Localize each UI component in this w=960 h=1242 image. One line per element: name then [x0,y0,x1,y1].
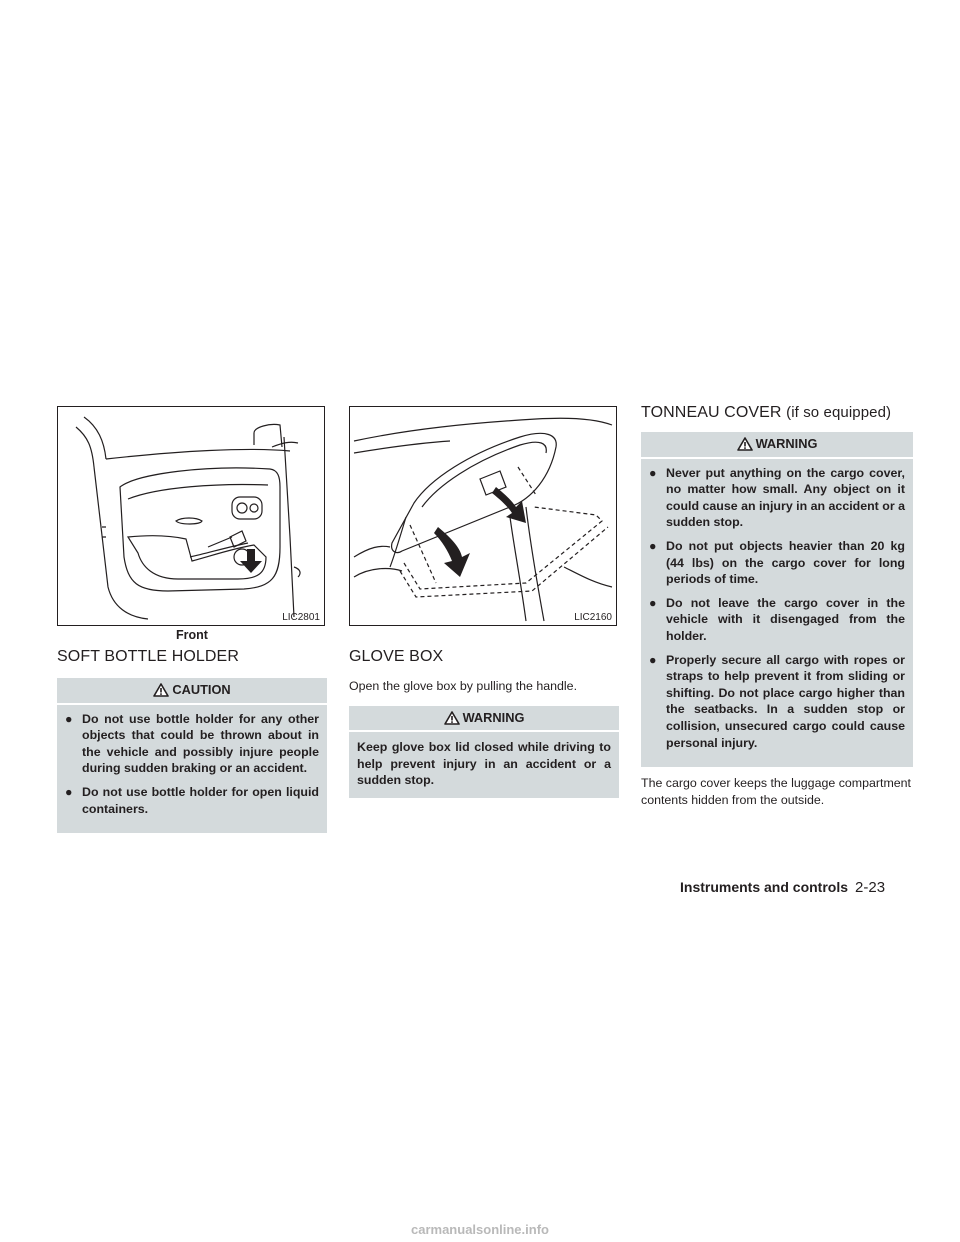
intro-paragraph: Open the glove box by pulling the handle. [349,679,578,693]
warning-triangle-icon [737,437,753,451]
caution-label: CAUTION [172,682,231,697]
column-glove-box [349,406,619,798]
section-heading [641,404,913,422]
list-item: ● Never put anything on the cargo cover, no matter how small. Any object on it could cause an injury in an accident or a sudden stop. [649,465,905,530]
warning-header [641,432,913,459]
list-item: ● Do not use bottle holder for any other objects that could be thrown about in the vehicle and possibly injure people during sudden braking or an accident. [65,711,319,776]
bullet-icon: ● [65,784,73,799]
figure-caption: Front [176,628,208,642]
list-item: ● Do not leave the cargo cover in the vehicle with it disengaged from the holder. [649,595,905,643]
page-number: 2-23 [855,879,886,896]
figure-caption-spacer [349,628,619,644]
warning-header [349,706,619,733]
bullet-icon: ● [649,465,657,480]
warning-label: WARNING [462,709,525,725]
bullet-icon: ● [649,538,657,553]
warning-triangle-icon [153,683,169,697]
door-bottle-holder-figure [57,406,325,626]
bullet-icon: ● [649,595,657,610]
warning-label: WARNING [755,436,818,451]
warning-text: Keep glove box lid closed while driving to help prevent injury in an accident or a sudden stop. [357,740,611,788]
warning-triangle-icon [444,711,460,725]
figure-code: LIC2160 [574,612,612,623]
caution-box [57,678,327,833]
warning-list [649,465,905,752]
heading-main: TONNEAU COVER [641,404,782,421]
list-item: ● Properly secure all cargo with ropes or straps to help prevent it from sliding or shifting. Do not place cargo higher than the seatbacks. In a sudden stop or collision, unsecured cargo could cause personal injury. [649,652,905,750]
warning-box [641,432,913,767]
bullet-icon: ● [65,711,73,726]
list-item: ● Do not use bottle holder for open liquid containers. [65,784,319,816]
glove-box-illustration [350,407,616,625]
footer-section-title: Instruments and controls [680,879,849,895]
body-paragraph: The cargo cover keeps the luggage compartment contents hidden from the outside. [641,776,911,807]
column-tonneau-cover [641,406,913,819]
heading-note: (if so equipped) [786,404,892,421]
page-footer [680,879,920,896]
list-item: ● Do not put objects heavier than 20 kg (44 lbs) on the cargo cover for long periods of time. [649,538,905,587]
caution-header [57,678,327,705]
section-heading: GLOVE BOX [349,648,444,665]
caution-list [65,711,319,818]
figure-code: LIC2801 [282,612,320,623]
warning-box [349,706,619,798]
column-soft-bottle-holder [57,406,327,833]
watermark: carmanualsonline.info [411,1222,549,1237]
glove-box-figure [349,406,617,626]
door-illustration [58,407,324,625]
bullet-icon: ● [649,652,657,667]
section-heading: SOFT BOTTLE HOLDER [57,648,239,665]
